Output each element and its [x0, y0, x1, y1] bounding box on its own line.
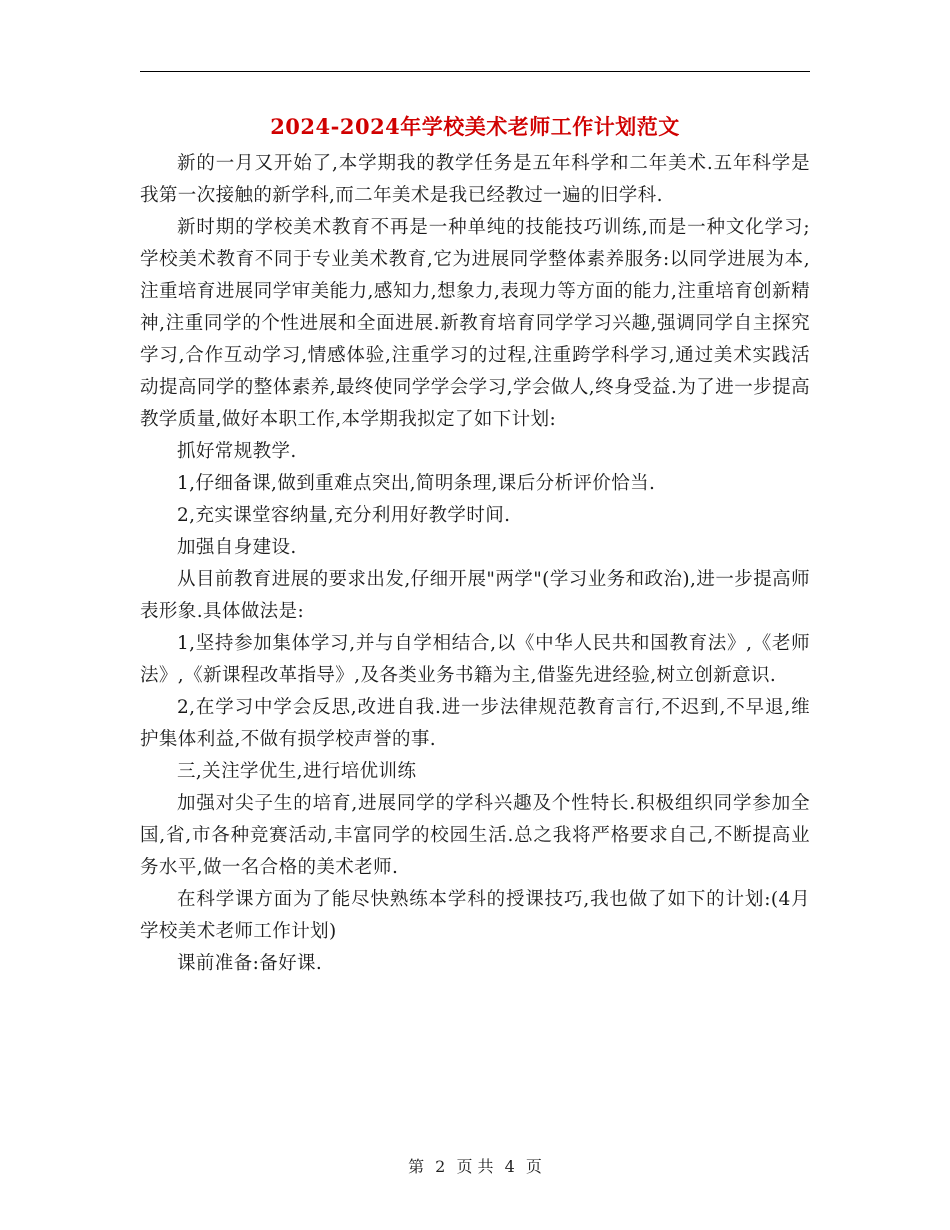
- paragraph: 在科学课方面为了能尽快熟练本学科的授课技巧,我也做了如下的计划:(4月学校美术老师工作计划): [140, 889, 810, 942]
- section-heading: 抓好常规教学.: [177, 441, 297, 462]
- current-page-number: 2: [435, 1157, 446, 1176]
- list-item: 1,仔细备课,做到重难点突出,简明条理,课后分析评价恰当.: [177, 473, 656, 494]
- paragraph: 加强对尖子生的培育,进展同学的学科兴趣及个性特长.积极组织同学参加全国,省,市各种竞赛活动,丰富同学的校园生活.总之我将严格要求自己,不断提高业务水平,做一名合格的美术老师.: [140, 793, 810, 878]
- document-title: 2024-2024年学校美术老师工作计划范文: [270, 114, 680, 139]
- header-rule: [140, 71, 810, 72]
- page-footer: [0, 1154, 950, 1177]
- list-item: 2,充实课堂容纳量,充分利用好教学时间.: [177, 505, 511, 526]
- paragraph: 从目前教育进展的要求出发,仔细开展"两学"(学习业务和政治),进一步提高师表形象.具体做法是:: [140, 569, 810, 622]
- page-label-prefix: 第: [408, 1157, 425, 1176]
- paragraph: 课前准备:备好课.: [177, 953, 323, 974]
- section-heading: 三,关注学优生,进行培优训练: [177, 761, 417, 782]
- paragraph: 新时期的学校美术教育不再是一种单纯的技能技巧训练,而是一种文化学习;学校美术教育不同于专业美术教育,它为进展同学整体素养服务:以同学进展为本,注重培育进展同学审美能力,感知力,想象力,表现力等方面的能力,注重培育创新精神,注重同学的个性进展和全面进展.新教育培育同学学习兴趣,强调同学自主探究学习,合作互动学习,情感体验,注重学习的过程,注重跨学科学习,通过美术实践活动提高同学的整体素养,最终使同学学会学习,学会做人,终身受益.为了进一步提高教学质量,做好本职工作,本学期我拟定了如下计划:: [140, 217, 810, 430]
- paragraph: 新的一月又开始了,本学期我的教学任务是五年科学和二年美术.五年科学是我第一次接触的新学科,而二年美术是我已经教过一遍的旧学科.: [140, 153, 810, 206]
- page-label-suffix: 页: [525, 1157, 542, 1176]
- page-label-mid: 页 共: [456, 1157, 494, 1176]
- document-body: [140, 148, 810, 980]
- list-item: 2,在学习中学会反思,改进自我.进一步法律规范教育言行,不迟到,不早退,维护集体利益,不做有损学校声誉的事.: [140, 697, 810, 750]
- section-heading: 加强自身建设.: [177, 537, 297, 558]
- list-item: 1,坚持参加集体学习,并与自学相结合,以《中华人民共和国教育法》,《老师法》,《新课程改革指导》,及各类业务书籍为主,借鉴先进经验,树立创新意识.: [140, 633, 810, 686]
- total-pages-number: 4: [504, 1157, 515, 1176]
